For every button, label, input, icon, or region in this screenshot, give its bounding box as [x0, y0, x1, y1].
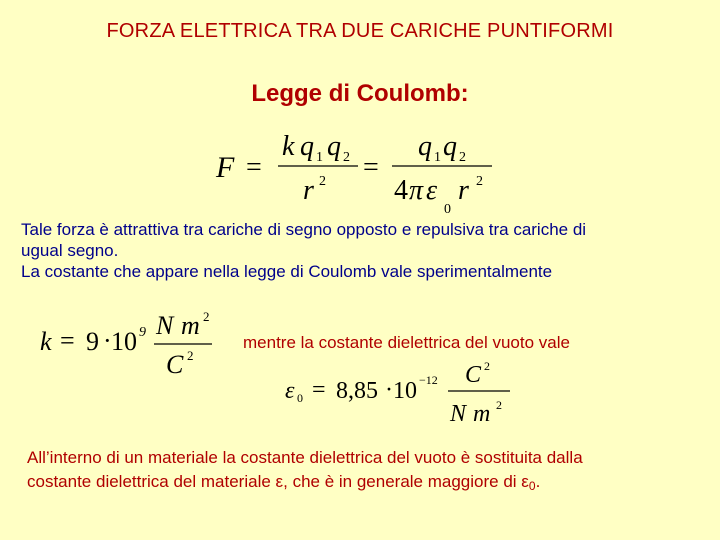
closing-line-2 — [27, 470, 707, 498]
eps-C-exp: 2 — [484, 359, 490, 373]
closing-line-1: All’interno di un materiale la costante dielettrica del vuoto è sostituita dalla — [27, 448, 583, 467]
eps-exp: −12 — [419, 373, 438, 387]
mentre-text: mentre la costante dielettrica del vuoto vale — [243, 333, 570, 352]
k-dot: · — [103, 326, 112, 355]
eps-C: C — [465, 362, 482, 388]
epsilon0-value-formula — [282, 355, 522, 430]
formula-rb: r — [458, 175, 469, 206]
k-m-exp: 2 — [203, 309, 210, 324]
k-ten: 10 — [111, 327, 137, 356]
formula-q1: q — [300, 131, 314, 162]
formula-q2-sub: 2 — [343, 150, 350, 165]
formula-rb-exp: 2 — [476, 174, 483, 189]
closing-epsilon0-sub: 0 — [528, 479, 536, 493]
eps-m-exp: 2 — [496, 398, 502, 412]
formula-four: 4 — [394, 175, 408, 206]
closing-epsilon: ε — [275, 472, 284, 491]
closing-paragraph — [27, 446, 707, 498]
formula-pi: π — [409, 175, 424, 206]
k-C: C — [166, 350, 184, 379]
paragraph-line: La costante che appare nella legge di Coulomb vale sperimentalmente — [21, 262, 553, 281]
k-symbol: k — [40, 327, 52, 356]
description-paragraph — [21, 219, 701, 282]
eps-symbol: ε — [285, 378, 295, 404]
formula-q2b: q — [443, 131, 457, 162]
coulomb-law-formula — [210, 125, 510, 215]
eps-dot: · — [385, 377, 393, 403]
eps-ten: 10 — [393, 378, 417, 404]
k-N: N — [156, 311, 174, 340]
closing-end: . — [535, 472, 541, 491]
formula-k: k — [282, 131, 295, 162]
eps-N: N — [450, 401, 467, 427]
closing-epsilon0: ε — [521, 472, 529, 491]
formula-equals-1: = — [246, 152, 262, 183]
paragraph-line: Tale forza è attrattiva tra cariche di segno opposto e repulsiva tra cariche di — [21, 220, 587, 239]
k-m: m — [181, 311, 200, 340]
paragraph-line: ugual segno. — [21, 241, 119, 260]
closing-prefix: costante dielettrica del materiale — [27, 472, 276, 491]
formula-q1b: q — [418, 131, 432, 162]
formula-equals-2: = — [363, 152, 379, 183]
k-nine: 9 — [86, 327, 99, 356]
formula-q2: q — [327, 131, 341, 162]
eps-equals: = — [312, 377, 326, 403]
formula-F: F — [216, 151, 235, 184]
eps-m: m — [473, 401, 491, 427]
k-equals: = — [60, 326, 75, 355]
formula-epsilon-sub: 0 — [444, 202, 451, 215]
slide-title: FORZA ELETTRICA TRA DUE CARICHE PUNTIFORMI — [106, 20, 614, 42]
eps-sub: 0 — [297, 391, 303, 405]
slide-subtitle: Legge di Coulomb: — [251, 80, 469, 107]
formula-q1-sub: 1 — [316, 150, 323, 165]
formula-r-exp: 2 — [319, 174, 326, 189]
formula-q2b-sub: 2 — [459, 150, 466, 165]
closing-mid: , che è in generale maggiore di — [283, 472, 522, 491]
formula-r: r — [303, 175, 314, 206]
formula-epsilon: ε — [426, 175, 438, 206]
k-C-exp: 2 — [187, 348, 194, 363]
eps-value: 8,85 — [336, 378, 378, 404]
k-exp: 9 — [139, 325, 146, 340]
formula-q1b-sub: 1 — [434, 150, 441, 165]
k-value-formula — [38, 305, 228, 380]
